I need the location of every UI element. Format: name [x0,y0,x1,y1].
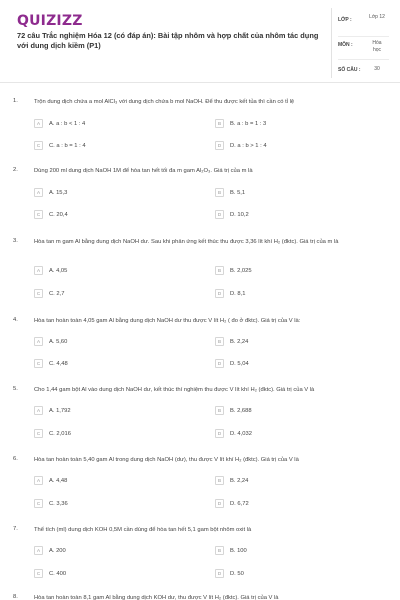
option-letter-box: D [215,210,224,219]
option-text: C. 400 [49,570,67,577]
option-text: B. 2,688 [230,407,252,414]
option-letter-box: A [34,119,43,128]
option-letter-box: C [34,499,43,508]
option-text: A. 1,792 [49,407,71,414]
option-letter-box: B [215,406,224,415]
option-letter-box: A [34,337,43,346]
option-letter-box: D [215,289,224,298]
option-text: A. 200 [49,547,66,554]
option-letter-box: C [34,569,43,578]
option-letter-box: D [215,429,224,438]
option-letter-box: A [34,188,43,197]
question-item-partial [0,594,400,600]
question-number: 1. [13,98,18,104]
subject-value: Hóa học [372,40,382,53]
question-number: 2. [13,167,18,173]
option-letter-box: A [34,266,43,275]
grade-value: Lớp 12 [369,14,385,20]
option-text: D. 10,2 [230,211,249,218]
option-text: B. 2,025 [230,267,252,274]
meta-divider [331,8,332,78]
option-text: D. 6,72 [230,500,249,507]
option-text: D. 4,032 [230,430,252,437]
count-value: 30 [374,66,380,72]
option-letter-box: D [215,569,224,578]
question-text: Trộn dung dịch chứa a mol AlCl₃ với dung dịch chứa b mol NaOH. Để thu được kết tủa thì cần có tỉ lệ [34,99,295,105]
option-text: B. 2,24 [230,338,249,345]
question-text: Hòa tan hoàn toàn 4,05 gam Al bằng dung dịch NaOH dư thu được V lít H₂ ( đo ở đktc). Giá trị của V là: [34,318,301,324]
option-text: A. 15,3 [49,189,68,196]
option-letter-box: C [34,289,43,298]
option-letter-box: B [215,476,224,485]
question-text: Cho 1,44 gam bột Al vào dung dịch NaOH dư, kết thúc thí nghiệm thu được V lít khí H₂ (đktc). Giá trị của V là [34,387,315,393]
question-number: 8. [13,594,18,600]
header-divider [0,82,400,83]
count-label: SỐ CÂU : [338,67,361,73]
option-letter-box: C [34,210,43,219]
quizizz-logo: QUIZIZZ [17,13,83,29]
option-letter-box: A [34,406,43,415]
worksheet-header [0,0,400,82]
option-letter-box: C [34,359,43,368]
question-number: 7. [13,526,18,532]
option-text: C. 2,016 [49,430,71,437]
question-number: 5. [13,386,18,392]
option-letter-box: B [215,266,224,275]
option-text: B. a : b = 1 : 3 [230,120,267,127]
option-text: C. 20,4 [49,211,68,218]
option-text: B. 2,24 [230,477,249,484]
option-letter-box: D [215,499,224,508]
option-text: A. 4,48 [49,477,68,484]
grade-label: LỚP : [338,17,352,23]
document-title: 72 câu Trắc nghiệm Hóa 12 (có đáp án): Bài tập nhôm và hợp chất của nhôm tác dụng với dung dịch kiềm (P1) [17,31,319,51]
option-letter-box: C [34,429,43,438]
subject-label: MÔN : [338,42,353,48]
option-letter-box: A [34,546,43,555]
option-text: C. 3,36 [49,500,68,507]
option-letter-box: D [215,141,224,150]
option-letter-box: B [215,119,224,128]
option-letter-box: B [215,546,224,555]
question-number: 6. [13,456,18,462]
option-letter-box: B [215,337,224,346]
option-text: D. 8,1 [230,290,246,297]
option-letter-box: B [215,188,224,197]
question-number: 3. [13,238,18,244]
meta-separator [338,59,389,60]
option-letter-box: C [34,141,43,150]
option-text: C. 2,7 [49,290,65,297]
option-text: D. 50 [230,570,244,577]
option-text: A. 5,60 [49,338,68,345]
question-number: 4. [13,317,18,323]
option-text: B. 100 [230,547,247,554]
question-text: Dùng 200 ml dung dịch NaOH 1M để hòa tan hết tối đa m gam Al₂O₃. Giá trị của m là [34,168,253,174]
meta-separator [338,36,389,37]
question-text: Hòa tan m gam Al bằng dung dịch NaOH dư. Sau khi phản ứng kết thúc thu được 3,36 lít khí H₂ (đktc). Giá trị của m là [34,239,339,245]
option-text: D. 5,04 [230,360,249,367]
question-text: Hòa tan hoàn toàn 5,40 gam Al trong dung dịch NaOH (dư), thu được V lít khí H₂ (đktc). Giá trị của V là [34,457,299,463]
option-text: C. 4,48 [49,360,68,367]
question-text: Hòa tan hoàn toàn 8,1 gam Al bằng dung dịch KOH dư, thu được V lít H₂ (đktc). Giá trị của V là [34,595,279,600]
option-text: B. 5,1 [230,189,246,196]
option-text: A. a : b < 1 : 4 [49,120,86,127]
option-text: D. a : b > 1 : 4 [230,142,267,149]
option-text: A. 4,05 [49,267,68,274]
option-letter-box: A [34,476,43,485]
option-text: C. a : b = 1 : 4 [49,142,86,149]
option-letter-box: D [215,359,224,368]
question-text: Thể tích (ml) dung dịch KOH 0,5M cần dùng để hòa tan hết 5,1 gam bột nhôm oxit là [34,527,252,533]
